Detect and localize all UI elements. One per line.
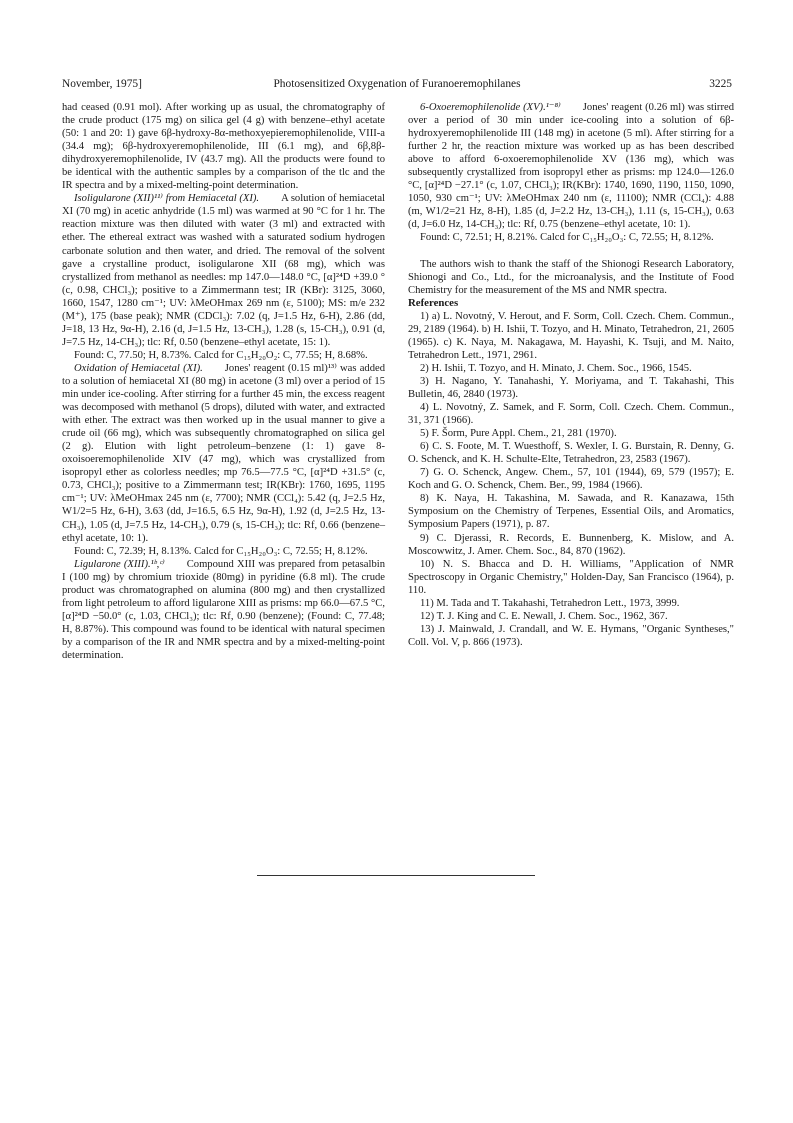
left-column: [62, 101, 385, 662]
reference-item: 3) H. Nagano, Y. Tanahashi, Y. Moriyama, and T. Takahashi, This Bulletin, 46, 2840 (1973).: [408, 375, 734, 400]
acknowledgement: The authors wish to thank the staff of the Shionogi Research Laboratory, Shionogi and Co., Ltd., for the microanalysis, and the Institute of Food Chemistry for the measurement of the MS and NMR spectra.: [408, 258, 734, 296]
section-body: Jones' reagent (0.15 ml)¹³⁾ was added to a solution of hemiacetal XI (80 mg) in acetone (3 ml) over a period of 15 min under ice-cooling. After stirring for a further 45 min, the excess reagent was decomposed with methanol (5 drops), diluted with water, and extracted with ether. The extract was then worked up in the usual manner to give a crude oil (66 mg), which was subsequently chromatographed on silica gel (2 g). Elution with light petroleum–benzene (1: 1) gave 8-oxoisoeremophilenolide XIV (47 mg), which was crystallized from isopropyl ether as colorless needles; mp 76.5—77.5 °C, [α]²⁴D +31.5° (c, 0.73, CHCl₃); positive to a Zimmermann test; IR(KBr): 1760, 1695, 1195 cm⁻¹; UV: λMeOHmax 245 nm (ε, 7700); NMR (CCl₄): 5.42 (q, J=2.5 Hz, W1/2=5 Hz, 6-H), 3.63 (dd, J=16.5, 6.5 Hz, 9α-H), 1.92 (d, J=2.5 Hz, 13-CH₃), 1.05 (d, J=7.5 Hz, 14-CH₃), 0.79 (s, 15-CH₃); tlc: Rf, 0.66 (benzene–ethyl acetate, 10: 1).: [62, 362, 385, 544]
reference-item: 8) K. Naya, H. Takashina, M. Sawada, and R. Kanazawa, 15th Symposium on the Chemistry of Terpenes, Essential Oils, and Aromatics, Symposium Papers (1971), p. 87.: [408, 493, 734, 531]
elemental-analysis: Found: C, 77.50; H, 8.73%. Calcd for C₁₅H₂₀O₂: C, 77.55; H, 8.68%.: [74, 349, 368, 361]
reference-item: 11) M. Tada and T. Takahashi, Tetrahedron Lett., 1973, 3999.: [420, 597, 680, 609]
right-column: [408, 101, 734, 649]
reference-item: 2) H. Ishii, T. Tozyo, and H. Minato, J. Chem. Soc., 1966, 1545.: [420, 362, 692, 374]
section-oxidation-hemiacetal: [62, 362, 385, 545]
reference-item: 13) J. Mainwald, J. Crandall, and W. E. Hymans, "Organic Syntheses," Coll. Vol. V, p. 866 (1973).: [408, 623, 734, 648]
section-body: Compound XIII was prepared from petasalbin I (100 mg) by chromium trioxide (80mg) in pyridine (6.8 ml). The crude product was chromatographed on alumina (800 mg) and then crystallized from light petroleum to afford ligularone XIII as prisms: mp 66.0—67.5 °C, [α]²⁴D −50.0° (c, 1.03, CHCl₃); tlc: Rf, 0.90 (benzene); (Found: C, 77.48; H, 8.87%). This compound was found to be identical with natural specimen by a comparison of the IR and NMR spectra and by a mixed-melting-point determination.: [62, 558, 385, 661]
end-rule: [257, 875, 535, 876]
reference-item: 6) C. S. Foote, M. T. Wuesthoff, S. Wexler, I. G. Burstain, R. Denny, G. O. Schenck, and K. H. Schulte-Elte, Tetrahedron, 23, 2583 (1967).: [408, 441, 734, 466]
header-date: November, 1975]: [62, 78, 142, 90]
page-header: [62, 78, 732, 94]
reference-item: 5) F. Šorm, Pure Appl. Chem., 21, 281 (1970).: [420, 428, 617, 440]
section-body: A solution of hemiacetal XI (70 mg) in acetic anhydride (1.5 ml) was warmed at 90 °C for 1 hr. The reaction mixture was then diluted with water (3 ml) and extracted with ether. The ethereal extract was washed with a saturated sodium hydrogen carbonate solution and then water, and dried. The removal of the solvent gave a crystalline product, isoligularone XII (68 mg), which was crystallized from methanol as needles: mp 147.0—148.0 °C, [α]²⁴D +39.0 ° (c, 0.98, CHCl₃); positive to a Zimmermann test; IR (KBr): 3125, 3060, 1660, 1547, 1280 cm⁻¹; UV: λMeOHmax 269 nm (ε, 5100); MS: m/e 232 (M⁺), 175 (base peak); NMR (CDCl₃): 7.02 (q, J=1.5 Hz, 6-H), 2.86 (dd, J=18, 13 Hz, 9α-H), 2.16 (d, J=1.5 Hz, 13-CH₃), 1.28 (s, 15-CH₃), 0.91 (d, J=7.5 Hz, 14-CH₃); tlc: Rf, 0.50 (benzene–ethyl acetate, 15: 1).: [62, 193, 385, 348]
reference-item: 1) a) L. Novotný, V. Herout, and F. Sorm, Coll. Czech. Chem. Commun., 29, 2189 (1964). b) H. Ishii, T. Tozyo, and H. Minato, Tetrahedron, 21, 2605 (1965). c) K. Naya, M. Nakagawa, M. Hayashi, K. Tsuji, and M. Naito, Tetrahedron Lett., 1971, 2961.: [408, 310, 734, 361]
elemental-analysis: Found: C, 72.39; H, 8.13%. Calcd for C₁₅H₂₀O₃: C, 72.55; H, 8.12%.: [74, 545, 368, 557]
reference-item: 4) L. Novotný, Z. Samek, and F. Sorm, Coll. Czech. Chem. Commun., 31, 371 (1966).: [408, 402, 734, 427]
section-title: Isoligularone (XII)¹¹⁾ from Hemiacetal (XI).: [74, 193, 260, 205]
section-isoligularone: [62, 192, 385, 349]
header-title: Photosensitized Oxygenation of Furanoeremophilanes: [273, 78, 521, 90]
reference-item: 9) C. Djerassi, R. Records, E. Bunnenberg, K. Mislow, and A. Moscowwitz, J. Amer. Chem. Soc., 84, 870 (1962).: [408, 532, 734, 557]
paragraph-continuation: had ceased (0.91 mol). After working up as usual, the chromatography of the crude product (175 mg) on silica gel (4 g) with benzene–ethyl acetate (50: 1 and 20: 1) gave 6β-hydroxy-8α-methoxyepieremophilenolide, VIII-a (34.4 mg); 6β-hydroxyeremophilenolide, III (6.1 mg), and 6β,8β-dihydroxyeremophilenolide, IV (43.7 mg). All the products were found to be identical with the authentic samples by a comparison of the tlc and the IR spectra and by a mixed-melting-point determination.: [62, 102, 385, 192]
references-heading: References: [408, 296, 459, 309]
section-title: Ligularone (XIII).¹ᵇ,ᶜ⁾: [74, 558, 165, 570]
elemental-analysis: Found: C, 72.51; H, 8.21%. Calcd for C₁₅H₂₀O₃: C, 72.55; H, 8.12%.: [420, 232, 714, 244]
page-number: 3225: [709, 78, 732, 90]
section-body: Jones' reagent (0.26 ml) was stirred over a period of 30 min under ice-cooling into a solution of 6β-hydroxyeremophilenolide III (148 mg) in acetone (5 ml). After stirring for a further 2 hr, the reaction mixture was worked up as has been described above to afford 6-oxoeremophilenolide XV (136 mg), which was subsequently crystallized from isopropyl ether as prisms: mp 124.0—126.0 °C, [α]²⁴D −27.1° (c, 1.07, CHCl₃); IR(KBr): 1740, 1690, 1190, 1150, 1090, 1050, 930 cm⁻¹; UV: λMeOHmax 240 nm (ε, 11100); NMR (CCl₄): 4.88 (m, W1/2=21 Hz, 8-H), 1.85 (d, J=2.2 Hz, 13-CH₃), 1.11 (s, 15-CH₃), 0.63 (d, J=6.0 Hz, 14-CH₃); tlc: Rf, 0.75 (benzene–ethyl acetate, 10: 1).: [408, 102, 734, 231]
reference-item: 10) N. S. Bhacca and D. H. Williams, "Application of NMR Spectroscopy in Organic Chemistry," Holden-Day, San Francisco (1964), p. 110.: [408, 558, 734, 596]
references-list: [408, 310, 734, 649]
section-oxoeremophilenolide: [408, 101, 734, 231]
section-title: 6-Oxoeremophilenolide (XV).¹⁻⁸⁾: [420, 102, 561, 113]
section-ligularone: [62, 558, 385, 662]
section-title: Oxidation of Hemiacetal (XI).: [74, 362, 203, 374]
reference-item: 12) T. J. King and C. E. Newall, J. Chem. Soc., 1962, 367.: [420, 610, 668, 622]
reference-item: 7) G. O. Schenck, Angew. Chem., 57, 101 (1944), 69, 579 (1957); E. Koch and G. O. Schenck, Chem. Ber., 99, 1984 (1966).: [408, 467, 734, 492]
